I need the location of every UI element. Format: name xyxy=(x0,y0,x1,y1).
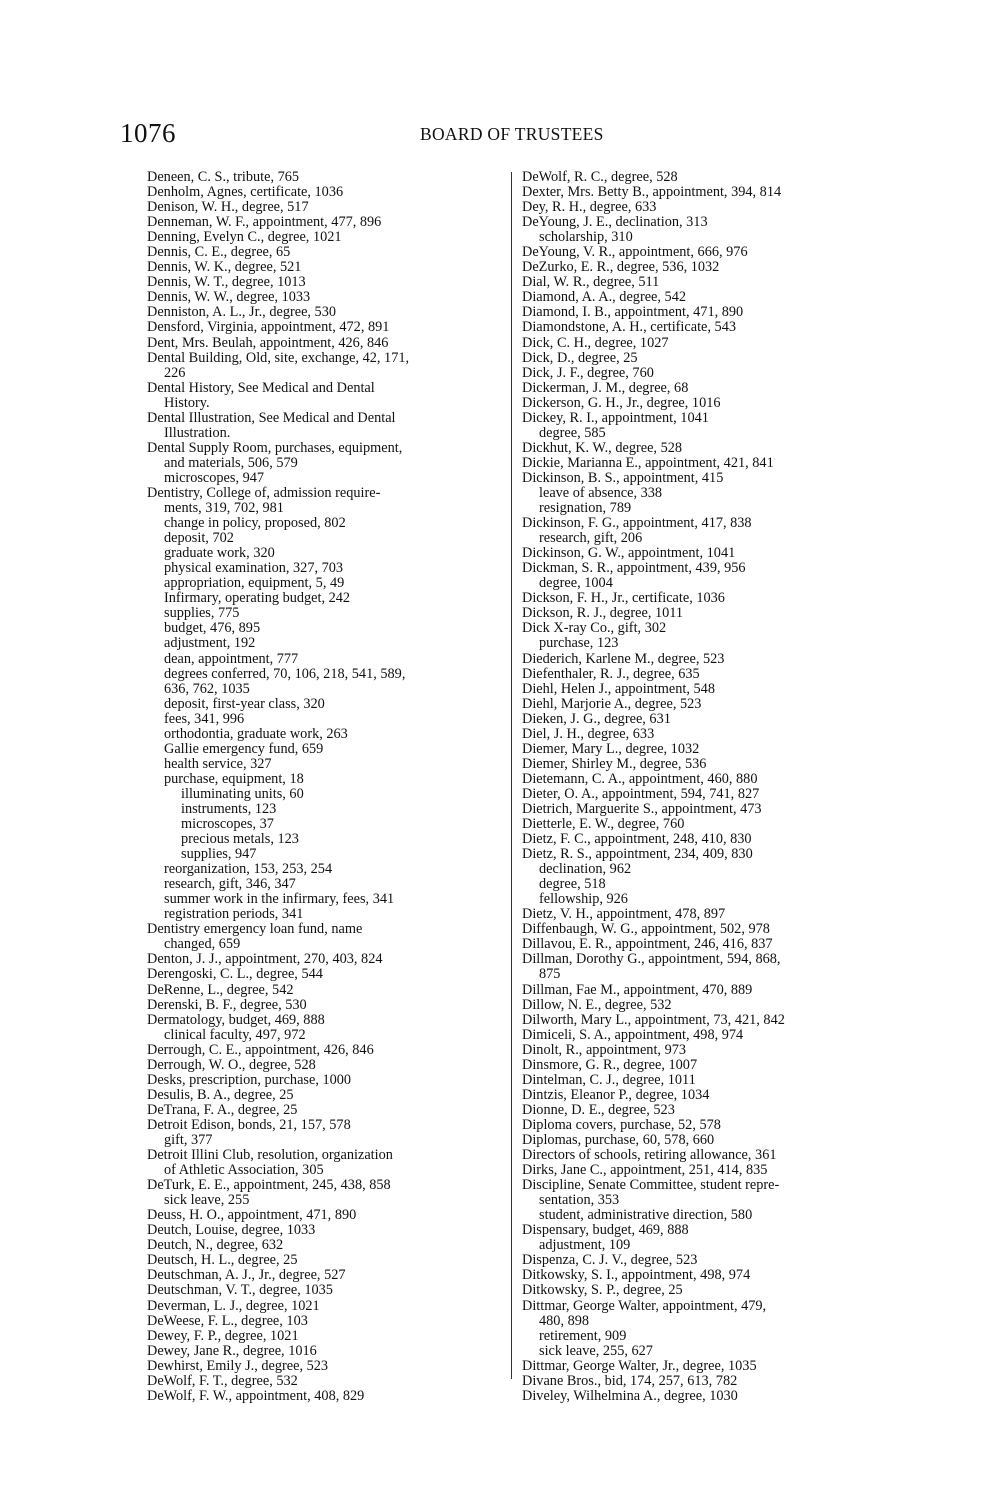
index-entry: DeYoung, V. R., appointment, 666, 976 xyxy=(522,244,748,261)
index-entry: Directors of schools, retiring allowance, 361 xyxy=(522,1147,777,1164)
index-entry: 636, 762, 1035 xyxy=(164,680,250,697)
index-entry: Dietterle, E. W., degree, 760 xyxy=(522,816,685,833)
index-entry: 226 xyxy=(164,364,186,381)
index-entry: degree, 518 xyxy=(539,876,606,893)
index-entry: Deneen, C. S., tribute, 765 xyxy=(147,169,300,185)
index-entry: Dennis, W. K., degree, 521 xyxy=(147,259,302,276)
index-entry: Dennis, W. W., degree, 1033 xyxy=(147,289,311,306)
index-entry: Derrough, C. E., appointment, 426, 846 xyxy=(147,1041,374,1058)
index-entry: declination, 962 xyxy=(539,861,632,878)
index-entry: Diamond, I. B., appointment, 471, 890 xyxy=(522,304,744,321)
index-entry: fellowship, 926 xyxy=(539,891,628,908)
index-entry: reorganization, 153, 253, 254 xyxy=(164,861,333,878)
index-entry: Denning, Evelyn C., degree, 1021 xyxy=(147,229,342,246)
index-entry: Dittmar, George Walter, Jr., degree, 1035 xyxy=(522,1357,757,1374)
index-entry: Dietemann, C. A., appointment, 460, 880 xyxy=(522,770,758,787)
index-entry: Ditkowsky, S. I., appointment, 498, 974 xyxy=(522,1267,751,1284)
index-entry: Ditkowsky, S. P., degree, 25 xyxy=(522,1282,683,1299)
index-entry: Deuss, H. O., appointment, 471, 890 xyxy=(147,1207,357,1224)
index-entry: student, administrative direction, 580 xyxy=(539,1207,753,1224)
index-entry: Dentistry, College of, admission require- xyxy=(147,484,381,501)
index-entry: Dickman, S. R., appointment, 439, 956 xyxy=(522,560,746,577)
index-entry: purchase, 123 xyxy=(539,635,619,652)
index-entry: Dieken, J. G., degree, 631 xyxy=(522,710,671,727)
index-entry: Derengoski, C. L., degree, 544 xyxy=(147,966,323,983)
index-entry: Deutschman, V. T., degree, 1035 xyxy=(147,1282,333,1299)
column-divider xyxy=(511,172,512,1379)
index-entry: Diemer, Mary L., degree, 1032 xyxy=(522,740,700,757)
index-entry: Denniston, A. L., Jr., degree, 530 xyxy=(147,304,337,321)
index-entry: sick leave, 255, 627 xyxy=(539,1342,653,1359)
index-entry: microscopes, 37 xyxy=(181,816,274,833)
index-entry: Densford, Virginia, appointment, 472, 891 xyxy=(147,319,390,336)
index-entry: Denholm, Agnes, certificate, 1036 xyxy=(147,184,344,201)
index-entry: Dick, C. H., degree, 1027 xyxy=(522,334,669,351)
index-entry: and materials, 506, 579 xyxy=(164,454,298,471)
index-entry: Dewhirst, Emily J., degree, 523 xyxy=(147,1357,329,1374)
index-entry: Dickerman, J. M., degree, 68 xyxy=(522,379,689,396)
index-entry: DeRenne, L., degree, 542 xyxy=(147,981,294,998)
index-entry: Dilworth, Mary L., appointment, 73, 421, 842 xyxy=(522,1011,785,1028)
index-entry: health service, 327 xyxy=(164,755,272,772)
index-entry: Dickson, F. H., Jr., certificate, 1036 xyxy=(522,590,725,607)
index-entry: Dexter, Mrs. Betty B., appointment, 394, 814 xyxy=(522,184,782,201)
index-entry: budget, 476, 895 xyxy=(164,620,261,637)
index-entry: adjustment, 109 xyxy=(539,1237,631,1254)
index-entry: Dietz, F. C., appointment, 248, 410, 830 xyxy=(522,831,752,848)
index-entry: Infirmary, operating budget, 242 xyxy=(164,590,351,607)
index-entry: Dillman, Fae M., appointment, 470, 889 xyxy=(522,981,753,998)
index-entry: Dentistry emergency loan fund, name xyxy=(147,921,363,938)
index-entry: orthodontia, graduate work, 263 xyxy=(164,725,348,742)
index-entry: sentation, 353 xyxy=(539,1192,620,1209)
index-entry: Derenski, B. F., degree, 530 xyxy=(147,996,307,1013)
index-entry: degree, 585 xyxy=(539,424,606,441)
index-entry: change in policy, proposed, 802 xyxy=(164,515,346,532)
index-entry: Dirks, Jane C., appointment, 251, 414, 835 xyxy=(522,1162,768,1179)
index-entry: Dietz, R. S., appointment, 234, 409, 830 xyxy=(522,846,753,863)
index-entry: Dillavou, E. R., appointment, 246, 416, 837 xyxy=(522,936,773,953)
index-entry: Diffenbaugh, W. G., appointment, 502, 978 xyxy=(522,921,770,938)
index-entry: Desks, prescription, purchase, 1000 xyxy=(147,1071,352,1088)
index-entry: sick leave, 255 xyxy=(164,1192,250,1209)
index-entry: Dintelman, C. J., degree, 1011 xyxy=(522,1071,696,1088)
index-entry: changed, 659 xyxy=(164,936,241,953)
index-entry: DeWolf, F. T., degree, 532 xyxy=(147,1372,298,1389)
index-entry: Deutch, N., degree, 632 xyxy=(147,1237,284,1254)
index-entry: Diplomas, purchase, 60, 578, 660 xyxy=(522,1132,715,1148)
index-entry: History. xyxy=(164,394,210,411)
index-entry: Diehl, Marjorie A., degree, 523 xyxy=(522,695,702,712)
index-entry: Deutschman, A. J., Jr., degree, 527 xyxy=(147,1267,346,1284)
index-entry: DeWolf, R. C., degree, 528 xyxy=(522,169,678,185)
index-entry: Dick, J. F., degree, 760 xyxy=(522,364,654,381)
index-entry: 875 xyxy=(539,966,561,983)
index-entry: DeTrana, F. A., degree, 25 xyxy=(147,1101,298,1118)
index-entry: deposit, 702 xyxy=(164,530,234,547)
index-entry: Dewey, Jane R., degree, 1016 xyxy=(147,1342,317,1359)
index-entry: DeWeese, F. L., degree, 103 xyxy=(147,1312,308,1329)
index-entry: physical examination, 327, 703 xyxy=(164,560,344,577)
index-entry: Dionne, D. E., degree, 523 xyxy=(522,1101,675,1118)
index-entry: Dickhut, K. W., degree, 528 xyxy=(522,439,683,456)
index-entry: Dennis, C. E., degree, 65 xyxy=(147,244,291,261)
index-entry: DeZurko, E. R., degree, 536, 1032 xyxy=(522,259,720,276)
index-entry: Discipline, Senate Committee, student repre- xyxy=(522,1177,780,1194)
index-entry: Diamond, A. A., degree, 542 xyxy=(522,289,686,306)
index-entry: 480, 898 xyxy=(539,1312,590,1329)
index-entry: DeYoung, J. E., declination, 313 xyxy=(522,214,708,231)
index-entry: Dental Illustration, See Medical and Dental xyxy=(147,409,396,426)
index-entry: clinical faculty, 497, 972 xyxy=(164,1026,306,1043)
index-entry: Detroit Edison, bonds, 21, 157, 578 xyxy=(147,1116,351,1133)
index-entry: Illustration. xyxy=(164,424,231,441)
index-entry: fees, 341, 996 xyxy=(164,710,245,727)
index-entry: deposit, first-year class, 320 xyxy=(164,695,325,712)
index-entry: Dickson, R. J., degree, 1011 xyxy=(522,605,684,622)
index-entry: Dent, Mrs. Beulah, appointment, 426, 846 xyxy=(147,334,389,351)
index-entry: leave of absence, 338 xyxy=(539,484,663,501)
index-entry: degrees conferred, 70, 106, 218, 541, 589, xyxy=(164,665,406,682)
index-entry: Diveley, Wilhelmina A., degree, 1030 xyxy=(522,1387,738,1404)
index-entry: Denneman, W. F., appointment, 477, 896 xyxy=(147,214,382,231)
index-entry: Dillman, Dorothy G., appointment, 594, 868, xyxy=(522,951,781,968)
index-entry: degree, 1004 xyxy=(539,575,613,592)
index-entry: Dispensary, budget, 469, 888 xyxy=(522,1222,689,1239)
index-entry: Dintzis, Eleanor P., degree, 1034 xyxy=(522,1086,710,1103)
index-column-left xyxy=(147,170,512,1404)
page-number: 1076 xyxy=(120,118,176,148)
index-entry: Dittmar, George Walter, appointment, 479, xyxy=(522,1297,767,1314)
index-entry: Dickerson, G. H., Jr., degree, 1016 xyxy=(522,394,721,411)
index-entry: precious metals, 123 xyxy=(181,831,299,848)
index-entry: purchase, equipment, 18 xyxy=(164,770,304,787)
index-entry: scholarship, 310 xyxy=(539,229,633,246)
index-entry: instruments, 123 xyxy=(181,800,277,817)
index-entry: graduate work, 320 xyxy=(164,545,275,562)
index-entry: Deutsch, H. L., degree, 25 xyxy=(147,1252,298,1269)
index-entry: Dietrich, Marguerite S., appointment, 473 xyxy=(522,800,762,817)
index-entry: Dimiceli, S. A., appointment, 498, 974 xyxy=(522,1026,744,1043)
index-entry: retirement, 909 xyxy=(539,1327,627,1344)
index-entry: Diemer, Shirley M., degree, 536 xyxy=(522,755,707,772)
index-entry: DeTurk, E. E., appointment, 245, 438, 858 xyxy=(147,1177,391,1194)
index-entry: DeWolf, F. W., appointment, 408, 829 xyxy=(147,1387,365,1404)
index-entry: Dermatology, budget, 469, 888 xyxy=(147,1011,325,1028)
index-entry: Denton, J. J., appointment, 270, 403, 824 xyxy=(147,951,383,968)
index-entry: Dinolt, R., appointment, 973 xyxy=(522,1041,687,1058)
index-entry: Dispenza, C. J. V., degree, 523 xyxy=(522,1252,698,1269)
index-entry: of Athletic Association, 305 xyxy=(164,1162,324,1179)
index-entry: Desulis, B. A., degree, 25 xyxy=(147,1086,294,1103)
index-entry: resignation, 789 xyxy=(539,500,632,517)
index-column-right xyxy=(522,170,887,1404)
index-entry: Diederich, Karlene M., degree, 523 xyxy=(522,650,725,667)
index-entry: Dinsmore, G. R., degree, 1007 xyxy=(522,1056,698,1073)
index-entry: appropriation, equipment, 5, 49 xyxy=(164,575,345,592)
index-entry: research, gift, 206 xyxy=(539,530,643,547)
index-entry: research, gift, 346, 347 xyxy=(164,876,296,893)
index-entry: summer work in the infirmary, fees, 341 xyxy=(164,891,395,908)
index-entry: Diploma covers, purchase, 52, 578 xyxy=(522,1116,721,1133)
index-entry: Diel, J. H., degree, 633 xyxy=(522,725,655,742)
index-entry: Dick, D., degree, 25 xyxy=(522,349,638,366)
index-entry: gift, 377 xyxy=(164,1132,213,1148)
index-entry: Dieter, O. A., appointment, 594, 741, 827 xyxy=(522,785,760,802)
index-entry: supplies, 947 xyxy=(181,846,257,863)
index-entry: Dickinson, B. S., appointment, 415 xyxy=(522,469,724,486)
index-entry: Dillow, N. E., degree, 532 xyxy=(522,996,672,1013)
running-head: BOARD OF TRUSTEES xyxy=(420,124,604,144)
index-entry: Dickinson, F. G., appointment, 417, 838 xyxy=(522,515,752,532)
index-entry: illuminating units, 60 xyxy=(181,785,304,802)
index-entry: Derrough, W. O., degree, 528 xyxy=(147,1056,316,1073)
index-entry: Dental Supply Room, purchases, equipment, xyxy=(147,439,403,456)
index-entry: Dickie, Marianna E., appointment, 421, 841 xyxy=(522,454,774,471)
index-entry: ments, 319, 702, 981 xyxy=(164,500,284,517)
index-entry: Diefenthaler, R. J., degree, 635 xyxy=(522,665,700,682)
index-entry: Dey, R. H., degree, 633 xyxy=(522,199,657,216)
index-entry: Diehl, Helen J., appointment, 548 xyxy=(522,680,715,697)
index-entry: Dickey, R. I., appointment, 1041 xyxy=(522,409,709,426)
index-entry: microscopes, 947 xyxy=(164,469,265,486)
index-entry: registration periods, 341 xyxy=(164,906,304,923)
index-entry: Deutch, Louise, degree, 1033 xyxy=(147,1222,316,1239)
index-entry: Dickinson, G. W., appointment, 1041 xyxy=(522,545,736,562)
index-entry: Dental History, See Medical and Dental xyxy=(147,379,375,396)
index-entry: Detroit Illini Club, resolution, organization xyxy=(147,1147,393,1164)
index-entry: Diamondstone, A. H., certificate, 543 xyxy=(522,319,736,336)
index-entry: Dial, W. R., degree, 511 xyxy=(522,274,660,291)
index-entry: adjustment, 192 xyxy=(164,635,256,652)
index-entry: Denison, W. H., degree, 517 xyxy=(147,199,309,216)
index-entry: Dick X-ray Co., gift, 302 xyxy=(522,620,667,637)
index-entry: Divane Bros., bid, 174, 257, 613, 782 xyxy=(522,1372,738,1389)
index-entry: Gallie emergency fund, 659 xyxy=(164,740,324,757)
index-entry: Dewey, F. P., degree, 1021 xyxy=(147,1327,299,1344)
index-entry: supplies, 775 xyxy=(164,605,240,622)
index-entry: Dental Building, Old, site, exchange, 42, 171, xyxy=(147,349,410,366)
index-entry: dean, appointment, 777 xyxy=(164,650,299,667)
index-entry: Dennis, W. T., degree, 1013 xyxy=(147,274,306,291)
index-entry: Dietz, V. H., appointment, 478, 897 xyxy=(522,906,726,923)
index-entry: Deverman, L. J., degree, 1021 xyxy=(147,1297,320,1314)
